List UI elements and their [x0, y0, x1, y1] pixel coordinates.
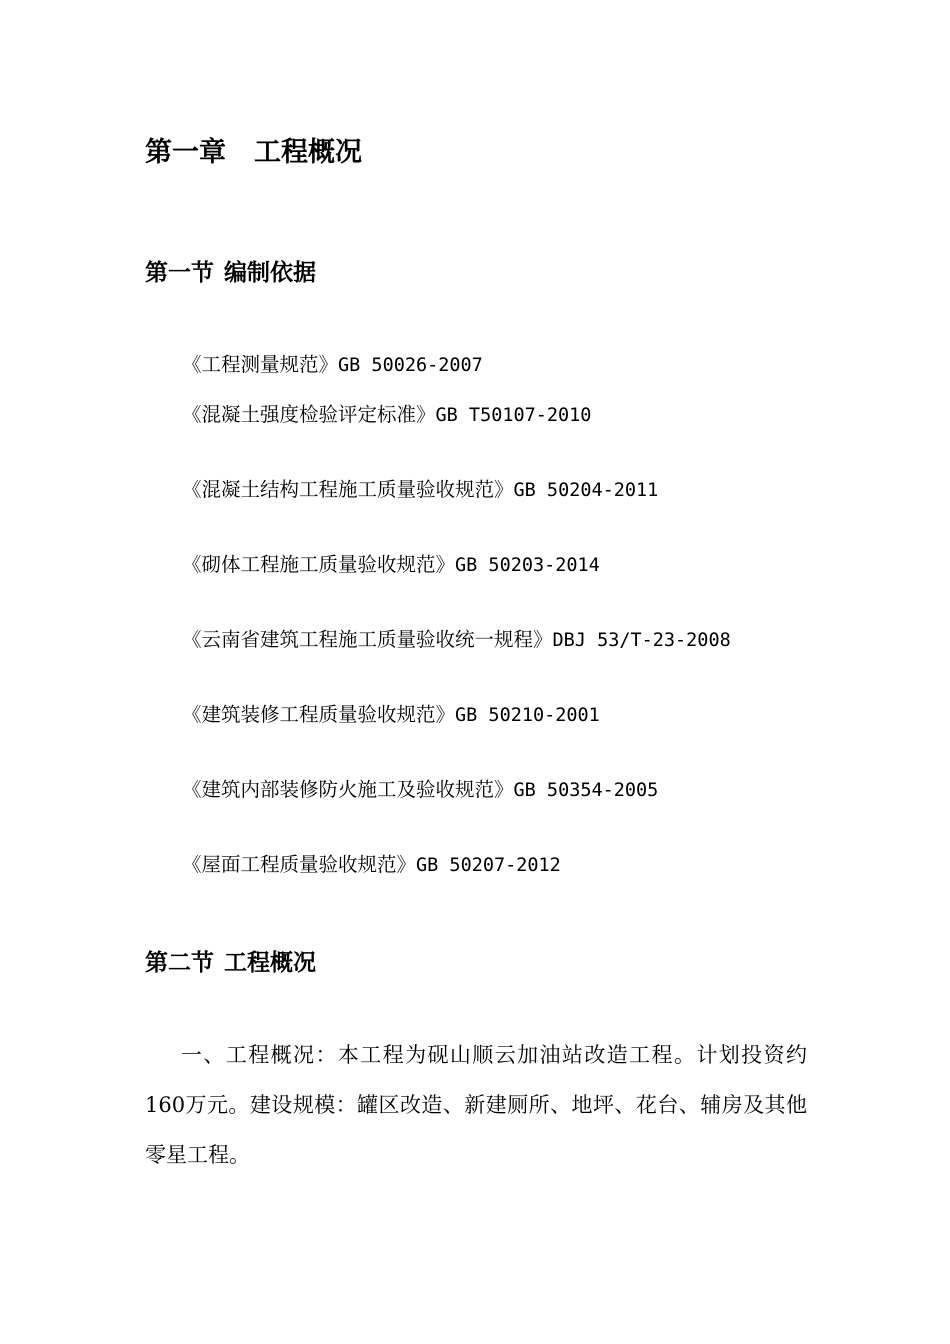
section-heading-overview [145, 946, 316, 980]
section-label: 第一节 [145, 260, 214, 286]
reference-item [182, 550, 600, 581]
reference-item [182, 700, 600, 731]
reference-name: 《建筑装修工程质量验收规范》 [182, 703, 456, 726]
reference-name: 《屋面工程质量验收规范》 [182, 853, 417, 876]
reference-name: 《云南省建筑工程施工质量验收统一规程》 [182, 628, 553, 651]
reference-item [182, 350, 483, 381]
reference-code: GB 50207-2012 [416, 855, 561, 876]
reference-name: 《混凝土强度检验评定标准》 [182, 403, 436, 426]
overview-paragraph: 一、工程概况：本工程为砚山顺云加油站改造工程。计划投资约160万元。建设规模：罐区改造、新建厕所、地坪、花台、辅房及其他零星工程。 [145, 1043, 807, 1167]
reference-item [182, 400, 591, 431]
reference-name: 《建筑内部装修防火施工及验收规范》 [182, 778, 514, 801]
reference-code: GB 50210-2001 [455, 705, 600, 726]
reference-code: GB T50107-2010 [435, 405, 592, 426]
reference-code: GB 50203-2014 [455, 555, 600, 576]
reference-code: DBJ 53/T-23-2008 [552, 630, 731, 651]
reference-item [182, 775, 658, 806]
section-title: 编制依据 [224, 260, 316, 286]
reference-code: GB 50204-2011 [513, 480, 659, 501]
chapter-title: 工程概况 [254, 137, 362, 168]
section-label: 第二节 [145, 950, 214, 976]
reference-code: GB 50354-2005 [513, 780, 659, 801]
reference-name: 《工程测量规范》 [182, 353, 339, 376]
chapter-label: 第一章 [145, 137, 226, 168]
reference-name: 《砌体工程施工质量验收规范》 [182, 553, 456, 576]
reference-item [182, 625, 731, 656]
section-title: 工程概况 [224, 950, 316, 976]
reference-item [182, 850, 561, 881]
reference-name: 《混凝土结构工程施工质量验收规范》 [182, 478, 514, 501]
reference-item [182, 475, 658, 506]
reference-code: GB 50026-2007 [338, 355, 483, 376]
